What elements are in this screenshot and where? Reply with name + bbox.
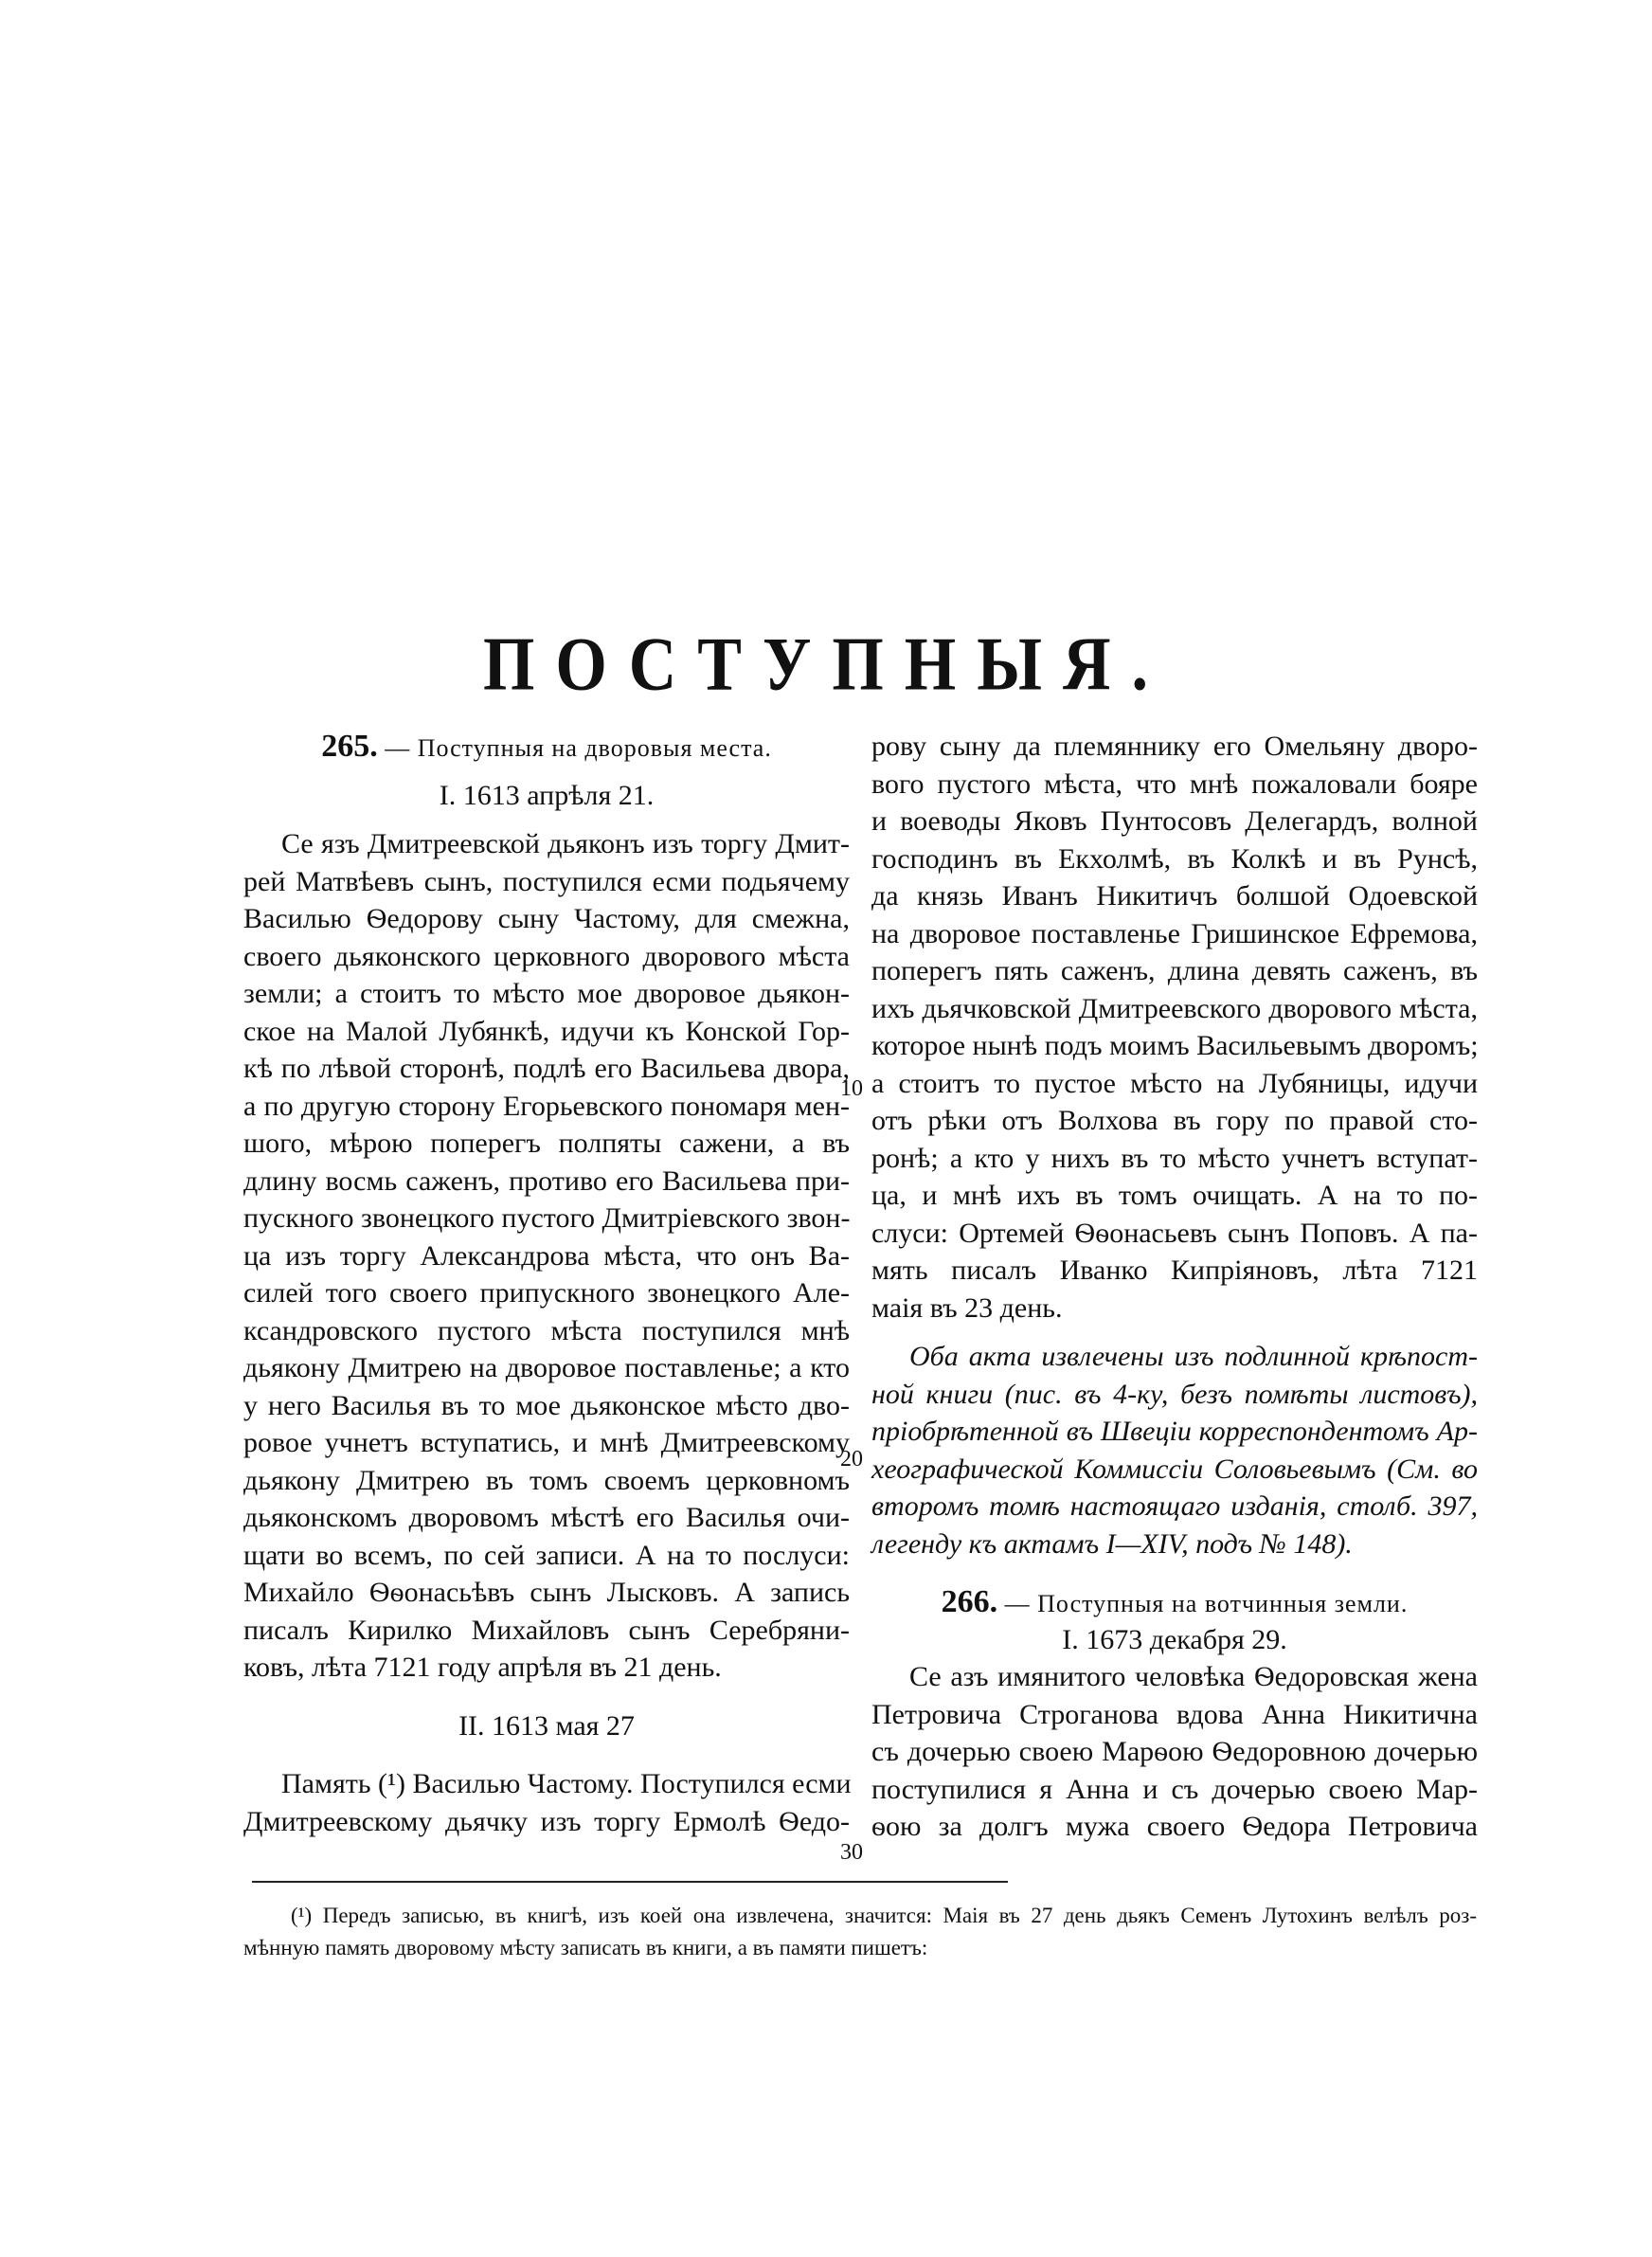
text-line: господинъ въ Екхолмѣ, въ Колкѣ и въ Рунсѣ, bbox=[871, 842, 1478, 875]
editorial-note-line: легенду къ актамъ I—XIV, подъ № 148). bbox=[871, 1527, 1353, 1560]
text-line: Се язъ Дмитреевской дьяконъ изъ торгу Дмит- bbox=[281, 828, 850, 859]
text-line: ское на Малой Лубянкѣ, идучи къ Конской Гор- bbox=[243, 1015, 850, 1047]
text-line: длину восмь саженъ, противо его Васильева при- bbox=[243, 1165, 850, 1197]
text-line: дьякону Дмитрею на дворовое поставленье; а кто bbox=[243, 1352, 850, 1383]
text-line: земли; а стоитъ то мѣсто мое дворовое дьякон- bbox=[243, 978, 850, 1009]
text-line: Василью Ѳедорову сыну Частому, для смежна, bbox=[243, 903, 850, 934]
section-265-heading bbox=[243, 728, 850, 766]
text-line: ца, и мнѣ ихъ въ томъ очищать. А на то по- bbox=[871, 1180, 1478, 1211]
text-line: поперегъ пять саженъ, длина девять саженъ, въ bbox=[871, 955, 1478, 986]
line-number: 20 bbox=[840, 1447, 863, 1472]
text-line: щати во всемъ, по сей записи. А на то послуси: bbox=[243, 1539, 850, 1571]
text-line: да князь Иванъ Никитичъ болшой Одоевской bbox=[871, 880, 1478, 912]
text-line: Михайло Ѳѳонасьѣвъ сынъ Лысковъ. А запись bbox=[243, 1577, 850, 1608]
editorial-note-line: хеографической Коммиссіи Соловьевымъ (См. во bbox=[871, 1453, 1478, 1485]
text-line: вого пустого мѣста, что мнѣ пожаловали бояре bbox=[871, 767, 1478, 800]
editorial-note-line: ной книги (пис. въ 4-ку, безъ помѣты листовъ), bbox=[871, 1378, 1478, 1410]
text-line: у него Василья въ то мое дьяконское мѣсто дво- bbox=[243, 1389, 850, 1421]
text-line: ронѣ; а кто у нихъ въ то мѣсто учнетъ вступат- bbox=[871, 1142, 1478, 1174]
section-number: 265. bbox=[321, 729, 378, 764]
text-line: рову сыну да племяннику его Омельяну дворо- bbox=[871, 731, 1478, 762]
act-date: II. 1613 мая 27 bbox=[458, 1709, 635, 1742]
editorial-note-line: Оба акта извлечены изъ подлинной крѣпост- bbox=[909, 1341, 1478, 1372]
text-line: пускного звонецкого пустого Дмитріевского звон- bbox=[243, 1202, 851, 1234]
text-line: шого, мѣрою поперегъ полпяты сажени, а въ bbox=[243, 1128, 850, 1159]
act-date: I. 1613 апрѣля 21. bbox=[439, 779, 655, 811]
text-line: и воеводы Яковъ Пунтосовъ Делегардъ, волной bbox=[871, 805, 1478, 837]
section-number: 266. bbox=[941, 1584, 998, 1619]
act-date: I. 1673 декабря 29. bbox=[1062, 1623, 1287, 1655]
text-line: поступилися я Анна и съ дочерью своею Мар- bbox=[871, 1773, 1478, 1805]
text-line: Петровича Строганова вдова Анна Никитична bbox=[871, 1698, 1478, 1730]
text-line: а по другую сторону Егорьевского пономаря мен- bbox=[243, 1090, 850, 1122]
text-line: ѳою за долгъ мужа своего Ѳедора Петровича bbox=[871, 1811, 1478, 1842]
text-line: кѣ по лѣвой сторонѣ, подлѣ его Васильева двора, bbox=[243, 1053, 850, 1084]
section-266-heading bbox=[871, 1583, 1478, 1621]
footnote-line: (¹) Передъ записью, въ книгѣ, изъ коей она извлечена, значится: Маія въ 27 день дьякъ Семенъ Лутохинъ велѣлъ роз- bbox=[291, 1904, 1477, 1927]
line-number: 30 bbox=[840, 1840, 863, 1865]
text-line: на дворовое поставленье Гришинское Ефремова, bbox=[871, 917, 1478, 949]
text-line: ксандровского пустого мѣста поступился мнѣ bbox=[243, 1314, 850, 1346]
text-line: силей того своего припускного звонецкого Але- bbox=[243, 1277, 850, 1309]
text-line: Память (¹) Василью Частому. Поступился есми bbox=[281, 1768, 852, 1799]
line-number: 10 bbox=[840, 1076, 863, 1101]
section-title: — Поступныя на вотчинныя земли. bbox=[1004, 1590, 1409, 1617]
text-line: ца изъ торгу Александрова мѣста, что онъ Ва- bbox=[243, 1239, 850, 1272]
text-line: съ дочерью своею Марѳою Ѳедоровною дочерью bbox=[871, 1736, 1478, 1767]
footnote-line: мѣнную память дворовому мѣсту записать въ книги, а въ памяти пишетъ: bbox=[243, 1936, 928, 1959]
text-line: мять писалъ Иванко Кипріяновъ, лѣта 7121 bbox=[871, 1255, 1478, 1286]
text-line: дьяконскомъ дворовомъ мѣстѣ его Василья очи- bbox=[243, 1502, 850, 1533]
text-line: ихъ дьячковской Дмитреевского дворового мѣста, bbox=[871, 992, 1478, 1024]
text-line: писалъ Кирилко Михайловъ сынъ Серебряни- bbox=[243, 1614, 850, 1646]
right-column bbox=[871, 728, 1478, 1846]
text-line: Се азъ имянитого человѣка Ѳедоровская жена bbox=[909, 1661, 1478, 1692]
text-line: своего дьяконского церковного дворового мѣста bbox=[243, 940, 850, 972]
text-line: маія въ 23 день. bbox=[871, 1291, 1063, 1324]
footnote-divider bbox=[252, 1881, 1008, 1883]
page-title: ПОСТУПНЫЯ. bbox=[482, 623, 1170, 707]
text-line: которое нынѣ подъ моимъ Васильевымъ дворомъ; bbox=[871, 1030, 1479, 1061]
text-line: ковъ, лѣта 7121 году апрѣля въ 21 день. bbox=[243, 1652, 722, 1683]
text-line: слуси: Ортемей Ѳѳонасьевъ сынъ Поповъ. А па- bbox=[871, 1217, 1478, 1249]
left-column bbox=[243, 728, 850, 1840]
text-line: а стоитъ то пустое мѣсто на Лубяницы, идучи bbox=[871, 1067, 1478, 1099]
text-line: дьякону Дмитрею въ томъ своемъ церковномъ bbox=[243, 1464, 850, 1496]
text-line: отъ рѣки отъ Волхова въ гору по правой сто- bbox=[871, 1105, 1478, 1136]
text-line: рей Матвѣевъ сынъ, поступился есми подьячему bbox=[243, 865, 850, 897]
section-title: — Поступныя на дворовыя места. bbox=[385, 734, 772, 762]
text-line: Дмитреевскому дьячку изъ торгу Ермолѣ Ѳедо- bbox=[243, 1805, 850, 1837]
editorial-note-line: пріобрѣтенной въ Швеціи корреспондентомъ Ар- bbox=[871, 1416, 1478, 1447]
editorial-note-line: второмъ томѣ настоящаго изданія, столб. 397, bbox=[871, 1490, 1478, 1522]
text-line: ровое учнетъ вступатись, и мнѣ Дмитреевскому bbox=[243, 1427, 850, 1458]
